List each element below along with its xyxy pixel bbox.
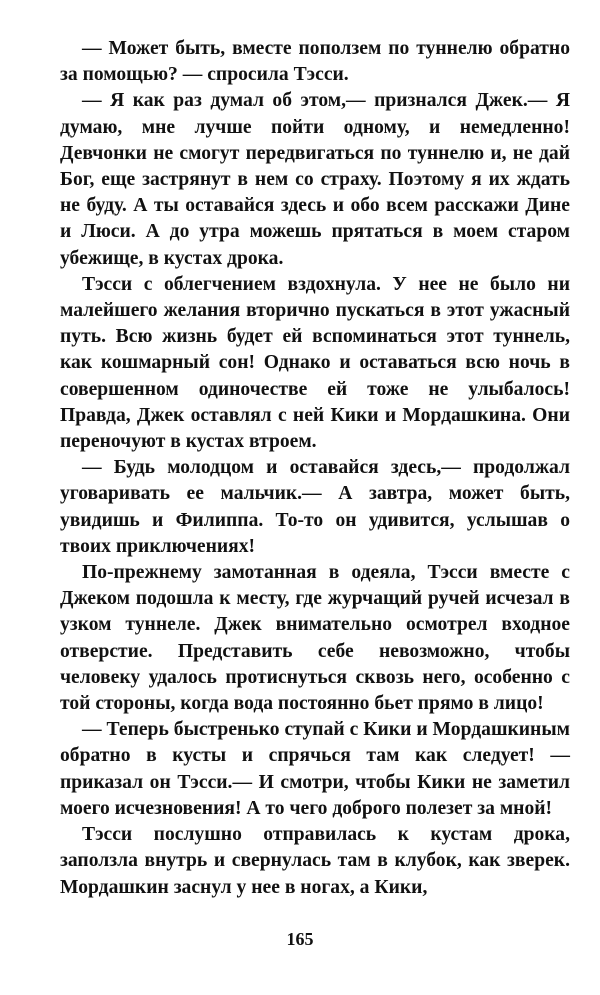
paragraph: Тэсси с облегчением вздохнула. У нее не было ни малейшего желания вторично пускаться в этот ужасный путь. Всю жизнь будет ей вспоминаться этот туннель, как кошмарный сон! Однако и оставаться всю ночь в совершенном одиночестве ей тоже не улыбалось! Правда, Джек оставлял с ней Кики и Мордашкина. Они переночуют в кустах втроем. bbox=[60, 273, 570, 453]
paragraph: — Я как раз думал об этом,— признался Джек.— Я думаю, мне лучше пойти одному, и немедленно! Девчонки не смогут передвигаться по туннелю и, не дай Бог, еще застрянут в нем со страху. Поэтому я их ждать не буду. А ты оставайся здесь и обо всем расскажи Дине и Люси. А до утра можешь прятаться в моем старом убежище, в кустах дрока. bbox=[60, 90, 570, 269]
paragraph: — Может быть, вместе поползем по туннелю обратно за помощью? — спросила Тэсси. bbox=[60, 38, 570, 86]
page-number: 165 bbox=[286, 929, 314, 949]
paragraph: По-прежнему замотанная в одеяла, Тэсси вместе с Джеком подошла к месту, где журчащий ручей исчезал в узком туннеле. Джек внимательно осмотрел входное отверстие. Представить себе невозможно, чтобы человеку удалось протиснуться сквозь него, особенно с той стороны, когда вода постоянно бьет прямо в лицо! bbox=[60, 562, 570, 715]
paragraph: — Будь молодцом и оставайся здесь,— продолжал уговаривать ее мальчик.— А завтра, может быть, увидишь и Филиппа. То-то он удивится, услышав о твоих приключениях! bbox=[60, 457, 570, 557]
paragraph: Тэсси послушно отправилась к кустам дрока, заползла внутрь и свернулась там в клубок, как зверек. Мордашкин заснул у нее в ногах, а Кики, bbox=[60, 824, 570, 898]
paragraph: — Теперь быстренько ступай с Кики и Мордашкиным обратно в кусты и спрячься там как следует! — приказал он Тэсси.— И смотри, чтобы Кики не заметил моего исчезновения! А то чего доброго полезет за мной! bbox=[60, 719, 570, 819]
page-text bbox=[60, 36, 570, 901]
